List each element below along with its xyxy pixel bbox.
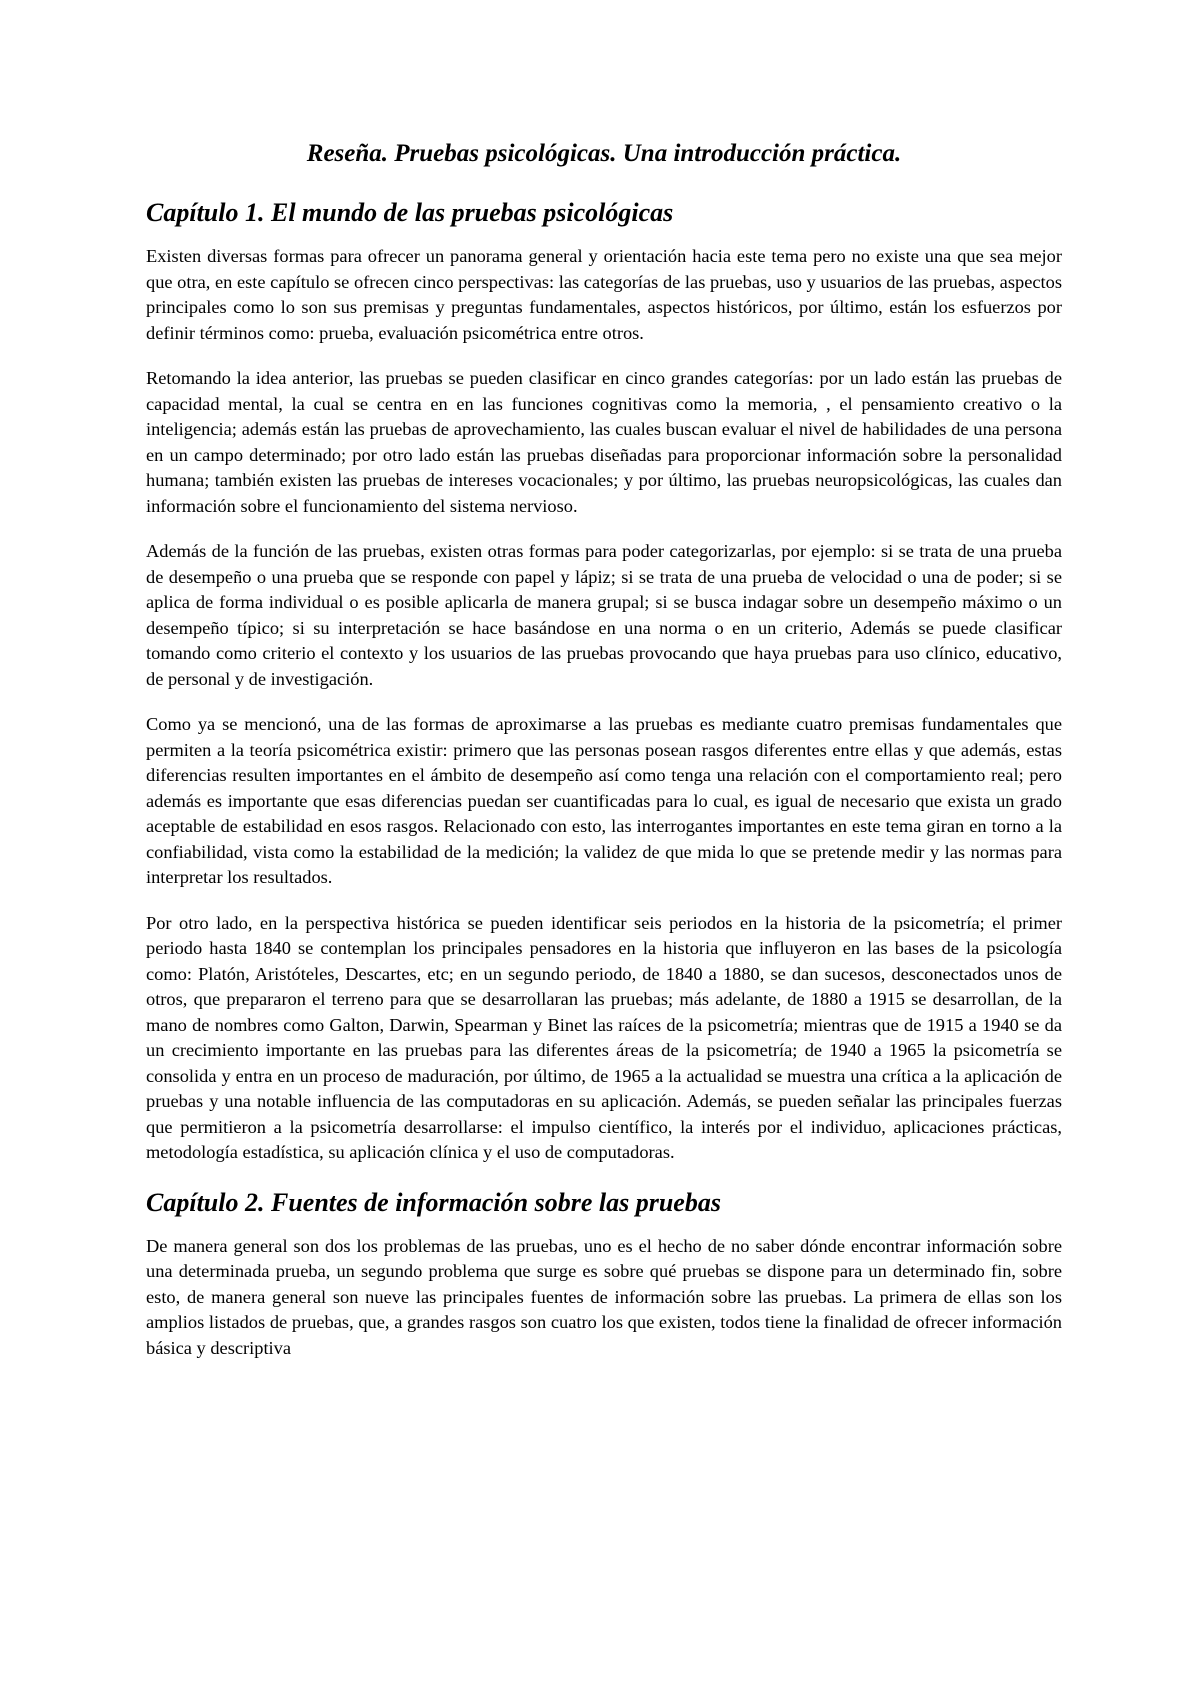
chapter-1-section — [146, 196, 1062, 1166]
chapter-1-paragraph-2: Retomando la idea anterior, las pruebas se pueden clasificar en cinco grandes categorías: por un lado están las pruebas de capacidad mental, la cual se centra en en las funciones cognitivas como la memoria, , el pensamiento creativo o la inteligencia; además están las pruebas de aprovechamiento, las cuales buscan evaluar el nivel de habilidades de una persona en un campo determinado; por otro lado están las pruebas diseñadas para proporcionar información sobre la personalidad humana; también existen las pruebas de intereses vocacionales; y por último, las pruebas neuropsicológicas, las cuales dan información sobre el funcionamiento del sistema nervioso. — [146, 368, 1062, 516]
chapter-2-heading: Capítulo 2. Fuentes de información sobre las pruebas — [146, 1187, 721, 1217]
chapter-1-heading: Capítulo 1. El mundo de las pruebas psicológicas — [146, 198, 674, 227]
chapter-1-paragraph-3: Además de la función de las pruebas, existen otras formas para poder categorizarlas, por ejemplo: si se trata de una prueba de desempeño o una prueba que se responde con papel y lápiz; si se trata de una prueba de velocidad o una de poder; si se aplica de forma individual o es posible aplicarla de manera grupal; si se busca indagar sobre un desempeño máximo o un desempeño típico; si su interpretación se hace basándose en una norma o en un criterio, Además se puede clasificar tomando como criterio el contexto y los usuarios de las pruebas provocando que haya pruebas para uso clínico, educativo, de personal y de investigación. — [146, 541, 1062, 689]
document-page — [146, 138, 1062, 1361]
chapter-1-paragraph-4: Como ya se mencionó, una de las formas de aproximarse a las pruebas es mediante cuatro premisas fundamentales que permiten a la teoría psicométrica existir: primero que las personas posean rasgos diferentes entre ellas y que además, estas diferencias resulten importantes en el ámbito de desempeño así como tenga una relación con el comportamiento real; pero además es importante que esas diferencias puedan ser cuantificadas para lo cual, es igual de necesario que exista un grado aceptable de estabilidad en esos rasgos. Relacionado con esto, las interrogantes importantes en este tema giran en torno a la confiabilidad, vista como la estabilidad de la medición; la validez de que mida lo que se pretende medir y las normas para interpretar los resultados. — [146, 714, 1062, 887]
document-title: Reseña. Pruebas psicológicas. Una introducción práctica. — [306, 140, 902, 167]
chapter-2-paragraph-1: De manera general son dos los problemas de las pruebas, uno es el hecho de no saber dónde encontrar información sobre una determinada prueba, un segundo problema que surge es sobre qué pruebas se dispone para un determinado fin, sobre esto, de manera general son nueve las principales fuentes de información sobre las pruebas. La primera de ellas son los amplios listados de pruebas, que, a grandes rasgos son cuatro los que existen, todos tiene la finalidad de ofrecer información básica y descriptiva — [146, 1235, 1062, 1358]
chapter-1-paragraph-5: Por otro lado, en la perspectiva histórica se pueden identificar seis periodos en la historia de la psicometría; el primer periodo hasta 1840 se contemplan los principales pensadores en la historia que influyeron en las bases de la psicología como: Platón, Aristóteles, Descartes, etc; en un segundo periodo, de 1840 a 1880, se dan sucesos, desconectados unos de otros, que prepararon el terreno para que se desarrollaran las pruebas; más adelante, de 1880 a 1915 se desarrollan, de la mano de nombres como Galton, Darwin, Spearman y Binet las raíces de la psicometría; mientras que de 1915 a 1940 se da un crecimiento importante en las pruebas para las diferentes áreas de la psicometría; de 1940 a 1965 la psicometría se consolida y entra en un proceso de maduración, por último, de 1965 a la actualidad se muestra una crítica a la aplicación de pruebas y una notable influencia de las computadoras en su aplicación. Además, se pueden señalar las principales fuerzas que permitieron a la psicometría desarrollarse: el impulso científico, la interés por el individuo, aplicaciones prácticas, metodología estadística, su aplicación clínica y el uso de computadoras. — [146, 912, 1062, 1162]
chapter-1-paragraph-1: Existen diversas formas para ofrecer un panorama general y orientación hacia este tema pero no existe una que sea mejor que otra, en este capítulo se ofrecen cinco perspectivas: las categorías de las pruebas, uso y usuarios de las pruebas, aspectos principales como lo son sus premisas y preguntas fundamentales, aspectos históricos, por último, están los esfuerzos por definir términos como: prueba, evaluación psicométrica entre otros. — [146, 246, 1062, 343]
chapter-2-section — [146, 1186, 1062, 1362]
